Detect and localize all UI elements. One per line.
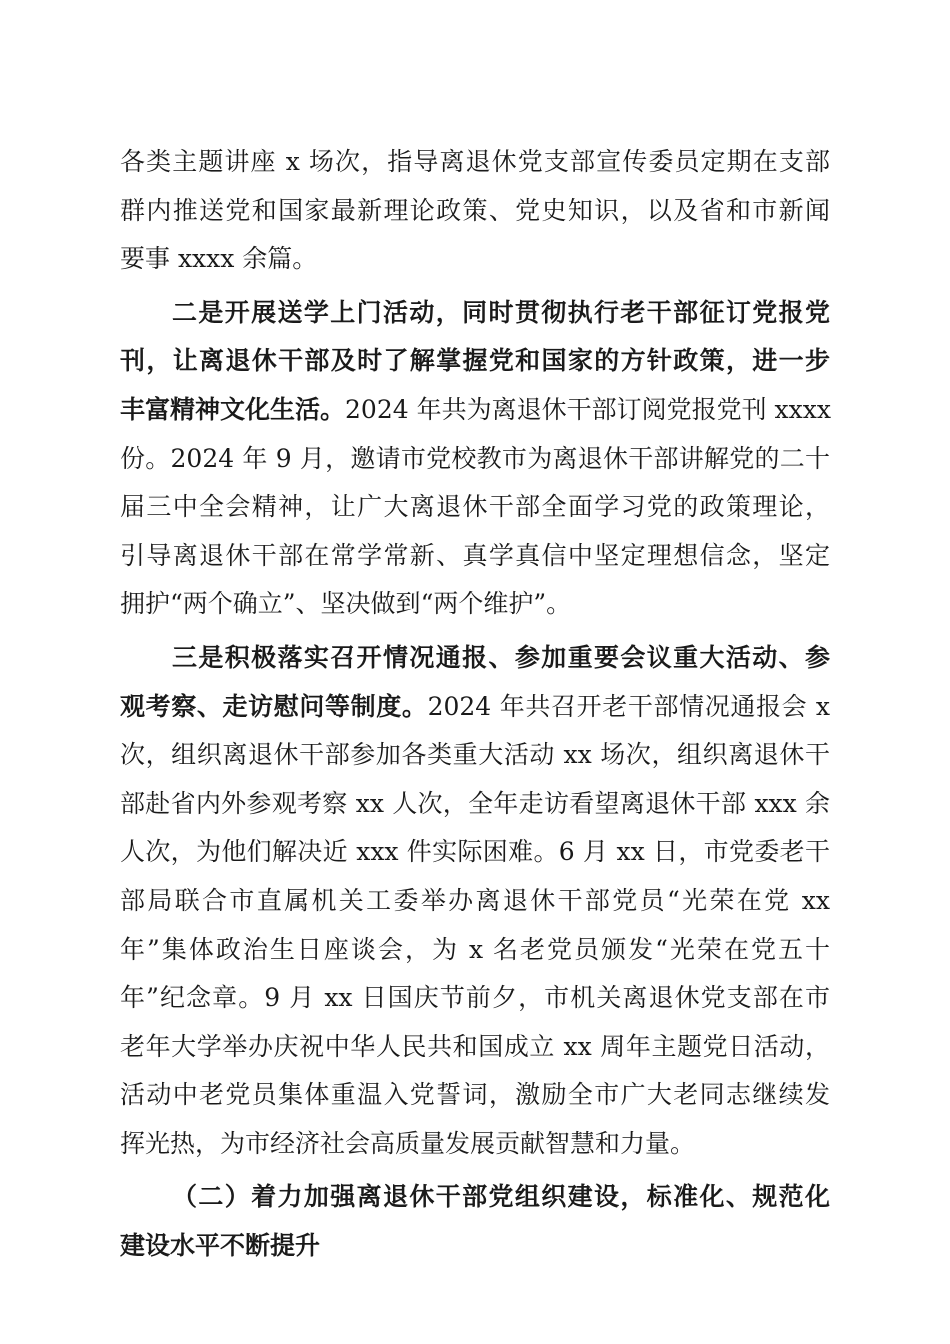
paragraph-lead-phrase: 丰富精神文化生活。 xyxy=(120,394,346,424)
paragraph-text: 2024 年共召开老干部情况通报会 x xyxy=(427,691,830,721)
paragraph-line: 届三中全会精神，让广大离退休干部全面学习党的政策理论， xyxy=(120,492,830,522)
paragraph-line: 引导离退休干部在常学常新、真学真信中坚定理想信念，坚定 xyxy=(120,540,830,570)
paragraph-line: 年”纪念章。9 月 xx 日国庆节前夕，市机关离退休党支部在市 xyxy=(120,983,830,1013)
paragraph-line: 活动中老党员集体重温入党誓词，激励全市广大老同志继续发 xyxy=(120,1080,830,1110)
section-heading-line: 建设水平不断提升 xyxy=(120,1231,321,1261)
paragraph-line: 年”集体政治生日座谈会，为 x 名老党员颁发“光荣在党五十 xyxy=(120,934,830,964)
document-body xyxy=(120,138,830,1271)
paragraph-line: 部赴省内外参观考察 xx 人次，全年走访看望离退休干部 xxx 余 xyxy=(120,788,830,818)
paragraph-3 xyxy=(120,634,830,1169)
paragraph-line: 份。2024 年 9 月，邀请市党校教市为离退休干部讲解党的二十 xyxy=(120,443,830,473)
paragraph-line: 要事 xxxx 余篇。 xyxy=(120,244,318,274)
paragraph-line: 人次，为他们解决近 xxx 件实际困难。6 月 xx 日，市党委老干 xyxy=(120,837,830,867)
paragraph-lead-phrase: 观考察、走访慰问等制度。 xyxy=(120,691,428,721)
paragraph-line: 老年大学举办庆祝中华人民共和国成立 xx 周年主题党日活动， xyxy=(120,1031,830,1061)
paragraph-line: 拥护“两个确立”、坚决做到“两个维护”。 xyxy=(120,589,572,619)
paragraph-lead-line: 二是开展送学上门活动，同时贯彻执行老干部征订党报党 xyxy=(172,297,830,327)
paragraph-lead-line: 刊，让离退休干部及时了解掌握党和国家的方针政策，进一步 xyxy=(120,346,830,376)
paragraph-1 xyxy=(120,138,830,284)
paragraph-line: 次，组织离退休干部参加各类重大活动 xx 场次，组织离退休干 xyxy=(120,740,830,770)
section-heading-line: （二）着力加强离退休干部党组织建设，标准化、规范化 xyxy=(172,1182,830,1212)
paragraph-line xyxy=(120,683,830,732)
paragraph-line xyxy=(120,386,830,435)
paragraph-line: 各类主题讲座 x 场次，指导离退休党支部宣传委员定期在支部 xyxy=(120,147,830,176)
paragraph-text: 2024 年共为离退休干部订阅党报党刊 xxxx xyxy=(345,394,831,424)
paragraph-2 xyxy=(120,289,830,629)
paragraph-line: 部局联合市直属机关工委举办离退休干部党员“光荣在党 xx xyxy=(120,885,830,915)
paragraph-line: 群内推送党和国家最新理论政策、党史知识，以及省和市新闻 xyxy=(120,195,830,225)
paragraph-line: 挥光热，为市经济社会高质量发展贡献智慧和力量。 xyxy=(120,1128,696,1158)
section-heading xyxy=(120,1173,830,1270)
paragraph-lead-line: 三是积极落实召开情况通报、参加重要会议重大活动、参 xyxy=(172,642,830,672)
